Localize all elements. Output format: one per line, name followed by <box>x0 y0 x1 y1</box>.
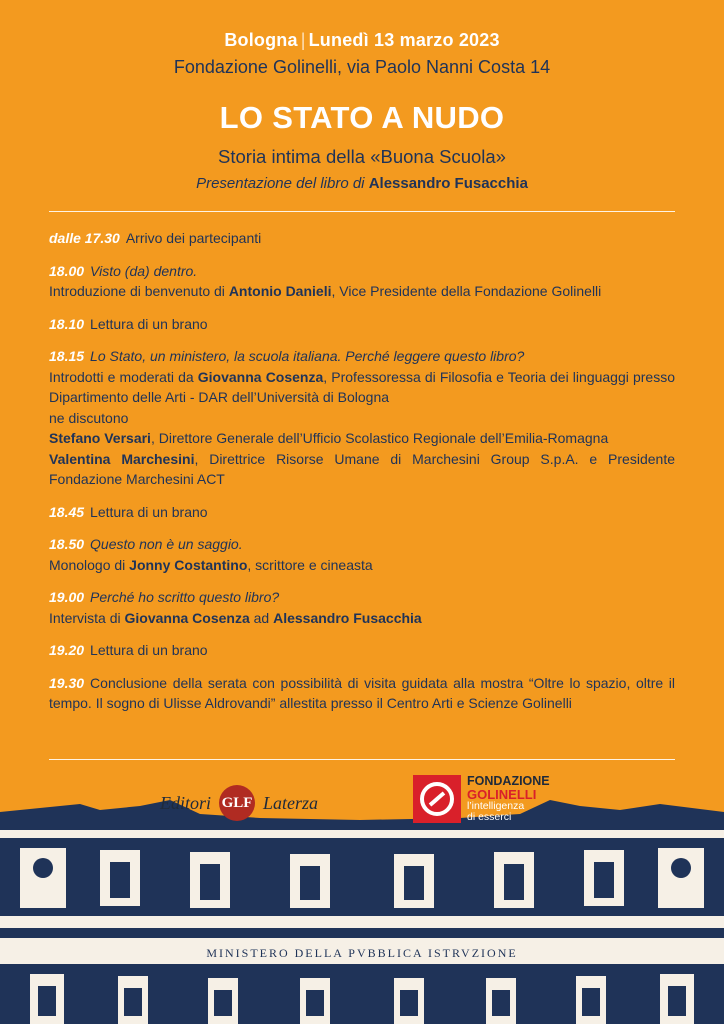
date-line <box>0 30 724 51</box>
separator: | <box>300 30 306 50</box>
author-name: Alessandro Fusacchia <box>368 175 528 192</box>
city: Bologna <box>224 30 298 50</box>
program-time: 18.10 <box>49 315 85 332</box>
speaker-name: Giovanna Cosenza <box>197 368 324 385</box>
program-time: 18.50 <box>49 536 85 552</box>
golinelli-mark-icon <box>413 775 461 823</box>
program-title: Lo Stato, un ministero, la scuola italiana. Perché leggere questo libro? <box>90 348 525 364</box>
golinelli-tagline-2: di esserci <box>467 811 512 823</box>
golinelli-name-line2: GOLINELLI <box>467 787 537 802</box>
speaker-role: , Direttrice Risorse Umane di Marchesini Group S.p.A. e Presidente Fondazione Marchesini ACT <box>49 450 675 487</box>
program-item <box>49 346 675 490</box>
program-text: Introdotti e moderati da <box>49 368 194 385</box>
program-time: 19.30 <box>49 674 85 691</box>
speaker-name: Stefano Versari <box>49 430 151 446</box>
top-divider <box>49 211 675 212</box>
event-title: LO STATO A NUDO <box>219 100 505 135</box>
logos-bar <box>0 775 724 835</box>
program-text: Lettura di un brano <box>90 315 208 332</box>
program-list <box>49 228 675 726</box>
laterza-label-left: Editori <box>160 792 212 813</box>
golinelli-name-line1: FONDAZIONE <box>467 774 550 788</box>
program-text: ad <box>253 609 270 626</box>
speaker-role: , Professoressa di Filosofia e Teoria dei linguaggi presso Dipartimento delle Arti - DAR dell’Università di Bologna <box>49 368 675 405</box>
presentation-prefix: Presentazione del libro di <box>196 175 365 192</box>
speaker-role: , scrittore e cineasta <box>247 556 373 573</box>
golinelli-logo <box>413 775 550 823</box>
program-text: Intervista di <box>49 609 121 626</box>
program-time: 18.45 <box>49 503 85 520</box>
speaker-role: , Direttore Generale dell’Ufficio Scolastico Regionale dell’Emilia-Romagna <box>150 430 609 446</box>
program-item <box>49 534 675 575</box>
program-text: Monologo di <box>49 556 126 573</box>
inscription: MINISTERO DELLA PVBBLICA ISTRVZIONE <box>206 946 518 960</box>
program-text: Lettura di un brano <box>90 503 208 520</box>
program-text: Conclusione della serata con possibilità di visita guidata alla mostra “Oltre lo spazio, oltre il tempo. Il sogno di Ulisse Aldrovandi” allestita presso il Centro Arti e Scienze Golinelli <box>49 674 675 711</box>
program-title: Perché ho scritto questo libro? <box>90 589 280 605</box>
venue: Fondazione Golinelli, via Paolo Nanni Costa 14 <box>173 57 551 77</box>
golinelli-tagline-1: l’intelligenza <box>467 800 525 812</box>
event-subtitle: Storia intima della «Buona Scuola» <box>218 146 506 167</box>
program-time: dalle 17.30 <box>49 230 120 246</box>
speaker-name: Jonny Costantino <box>129 556 248 573</box>
program-item <box>49 261 675 302</box>
program-time: 18.00 <box>49 262 85 279</box>
program-item <box>49 228 675 249</box>
program-time: 19.20 <box>49 642 85 658</box>
program-item <box>49 587 675 628</box>
speaker-role: , Vice Presidente della Fondazione Golinelli <box>331 283 602 299</box>
program-title: Visto (da) dentro. <box>90 262 198 279</box>
laterza-emblem: GLF <box>219 785 255 821</box>
program-title: Questo non è un saggio. <box>90 536 243 552</box>
speaker-name: Giovanna Cosenza <box>124 609 250 626</box>
program-time: 18.15 <box>49 348 85 364</box>
speaker-name: Antonio Danieli <box>228 283 332 299</box>
laterza-label-right: Laterza <box>263 792 319 813</box>
program-text: Arrivo dei partecipanti <box>125 230 262 246</box>
speaker-name: Valentina Marchesini <box>49 450 195 467</box>
program-text: Introduzione di benvenuto di <box>49 283 225 299</box>
program-time: 19.00 <box>49 589 85 605</box>
program-item <box>49 314 675 335</box>
program-item <box>49 502 675 523</box>
discussion-label: ne discutono <box>49 409 129 426</box>
program-item <box>49 673 675 714</box>
date: Lunedì 13 marzo 2023 <box>308 30 500 50</box>
bottom-divider <box>49 759 675 760</box>
speaker-name: Alessandro Fusacchia <box>273 609 422 626</box>
laterza-logo <box>160 781 318 825</box>
program-item <box>49 640 675 661</box>
presentation-line <box>0 175 724 192</box>
program-text: Lettura di un brano <box>90 642 208 658</box>
